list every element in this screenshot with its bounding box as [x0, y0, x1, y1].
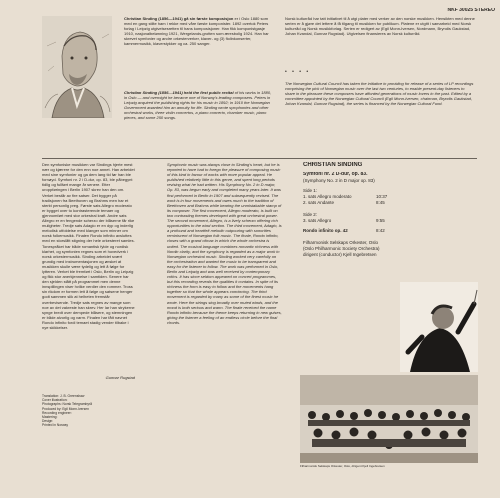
bio-en-title: Christian Sinding (1856—1941) held the first public recital [124, 90, 234, 95]
bio-no [124, 16, 272, 86]
bio-en [124, 90, 272, 155]
orchestra-en: (Oslo Philharmonic Society Orchestra) [303, 246, 380, 251]
liner-notes-norwegian: Den symfoniske musikken var Sindings hjerte mest nær og kjærere for den enn noe annet. Han arbeidet med sine symfonier og ga dem lang tid før han ble fornøyd. Symfoni nr. 2 i D-dur, op. 83, ble påbegynt tidlig og fullført mange år senere. Etter uroppføringen i Berlin 1907 skrev han den om. Verket består av fire satser. Det bygger på tradisjonen fra Beethoven og Brahms men har et sterkt personlig preg. Første sats Allegro moderato er bygget over to kontrasterende temaer og gjennomført med stor orkestral kraft. Andre sats Allegro er en fengende scherzo der blåserne får rike muligheter. Tredje sats Adagio er en dyp og inderlig melodisk utfoldelse med klanger som minner om norsk folkemusikk. Finalen Rondo infinito avsluttes med en storslått stigning der hele orkesteret samles. Tonespråket har både romantisk fylde og nordisk klarhet, og symfonien regnes som et hovedverk i norsk orkestermusikk. Sinding arbeidet svært grundig med instrumentasjonen og ønsket at musikken skulle være tydelig og lett å følge for lytteren. Verket ble fremført i Oslo, Berlin og Leipzig og fikk stor anerkjennelse i samtiden. Senere har den sjelden stått på programmet men denne innspillingen viser hvilke verdier den rommer. Tross sin rikdom er formen lett å følge og satsene henger godt sammen slik at helheten fremstår overbevisende. Tredje sats regnes av mange som noe av det vakreste han skrev. Her lar han strykerne synge bredt over dempede blåsere, og stemningen er både alvorlig og varm. Finalen har fått navnet Rondo infinito fordi temaet stadig vender tilbake i nye skikkelser. [42, 162, 135, 330]
program-composer: CHRISTIAN SINDING [303, 162, 363, 168]
separator-dots: • • • • [285, 70, 311, 75]
conductor-photo [400, 282, 478, 372]
program-title: Symfoni nr. 2 D-dur, op. 83. [303, 172, 368, 177]
side2-label: Side 2: [303, 212, 318, 217]
conductor: dirigent (conductor) Kjell Ingebretsen [303, 252, 377, 257]
movement-2-time: 8:45 [376, 200, 385, 205]
liner-notes-english: Symphonic music was always close to Sinding's heart, but he is reported to have had to forego the pleasure of composing music of this kind in favour of works with more popular appeal. He published relatively little in this genre, and spent long periods revising what he had written. His Symphony No. 2 in D major, Op. 83, was begun early and completed many years later. It was first performed in Berlin in 1907 and subsequently revised. The work is in four movements and owes much to the tradition of Beethoven and Brahms while bearing the unmistakable stamp of its composer. The first movement, Allegro moderato, is built on two contrasting themes developed with great orchestral power. The second movement, Allegro, is a lively scherzo offering rich opportunities to the wind section. The third movement, Adagio, is a profound and heartfelt melodic outpouring with sonorities reminiscent of Norwegian folk music. The finale, Rondo infinito, closes with a grand climax in which the whole orchestra is united. The musical language combines romantic richness with Nordic clarity, and the symphony is regarded as a major work in Norwegian orchestral music. Sinding worked very carefully on the orchestration and wanted the music to be transparent and easy for the listener to follow. The work was performed in Oslo, Berlin and Leipzig and was well received by contemporary critics. It has since seldom appeared on concert programmes, but this recording reveals the qualities it contains. In spite of its richness the form is easy to follow and the movements hang together so that the whole appears convincing. The third movement is regarded by many as some of the finest music he wrote. Here the strings sing broadly over muted winds, and the mood is both serious and warm. The finale received the name Rondo infinito because the theme keeps returning in new guises, giving the listener a feeling of an endless circle before the final chords. [167, 162, 282, 325]
orchestra-no: Filharmonisk Selskaps Orkester, Oslo [303, 240, 379, 245]
movement-4: Rondo infinito op. 42 [303, 228, 348, 233]
portrait-drawing [42, 16, 112, 118]
movement-1-time: 10:37 [376, 194, 388, 199]
credits: Translation: J. B. Greenshaw Cover illustration: Photographs: Norsk Telegrambyrå Produced by: Egil Monn-Iversen Recording engineer: Mastering: Design: Printed in Norway [42, 394, 92, 428]
catalog-number: NKF 30025 STEREO [447, 8, 495, 13]
bio-no-body: er i Oslo 1880 som med en gang stilte ham i rekke med våre første komponister. 1892 overtok Peters forlag i Leipzig utgivelsesretten til hans komposisjoner. Han fikk komponistgasje 1910, nasjonalbelønning 1921, Wergelands-grotten som æresbolig 1924. Han har skrevet symfonier og andre orkesterverker, klaver- og (3) fiolinkonserter, kammermusikk, klaverstykker og ca. 250 sanger. [124, 16, 269, 47]
conductor-drawing [400, 282, 478, 372]
orchestra-photo [300, 375, 478, 463]
orchestra-drawing [300, 375, 478, 463]
bio-no-title: Christian Sinding (1856—1941) gå sin første komposisjon [124, 16, 234, 21]
council-text-en: The Norwegian Cultural Council has taken the initiative in providing for release of a series of LP recordings comprising the pick of Norwegian music over the last two centuries, to enable present-day listeners to share in the pleasure these composers have afforded generations of music lovers in the past. Edited by a committee appointed by the Norwegian Cultural Council (Egil Monn-Iversen, chairman, Bryndis Gaukstad, Johan Kvandal, Gunnar Rugstad), the series is financed by the Norwegian Cultural Fund. [285, 81, 474, 107]
liner-notes-signature: Gunnar Rugstad [105, 375, 135, 380]
movement-2: 2. sats Andante [303, 200, 335, 205]
program-title-en: (Symphony No. 2 in D major op. 83) [303, 178, 375, 183]
movement-4-time: 8:42 [376, 228, 385, 233]
movement-1: 1. sats Allegro moderato [303, 194, 352, 199]
movement-3: 3. sats Allegro [303, 218, 332, 223]
council-text-no: Norsk kulturråd har tatt initiativet til å utgi plater med verker av den norske musikken. Hensikten med denne serien er å gjøre det lettere å få tilgang til musikken for publikum. Platene er utgitt i samarbeid med Norsk kulturråd og Norsk musikkforlag. Serien er redigert av (Egil Monn-Iversen, Nordmann, Bryndis Gaukstad, Johan Kvandal, Gunnar Rugstad). Utgivelsen finansieres av Norsk kulturråd. [285, 16, 475, 37]
side1-label: Side 1: [303, 188, 318, 193]
composer-portrait-sketch [42, 16, 112, 118]
horizontal-divider [42, 158, 477, 159]
photo-caption: Filharmonisk Selskaps Orkester, Oslo, dirigent Kjell Ingebretsen [300, 464, 385, 468]
bio-en-body: of his works in 1880, in Oslo — and overnight he became one of Norway's leading composers. Peters in Leipzig acquired the publishing rights for his music in 1892; in 1910 the Norwegian Government awarded him an annuity for life. Sinding wrote symphonies and other orchestral works, three violin concertos, a piano concerto, chamber music, piano pieces, and some 250 songs. [124, 90, 272, 121]
movement-3-time: 9:55 [376, 218, 385, 223]
